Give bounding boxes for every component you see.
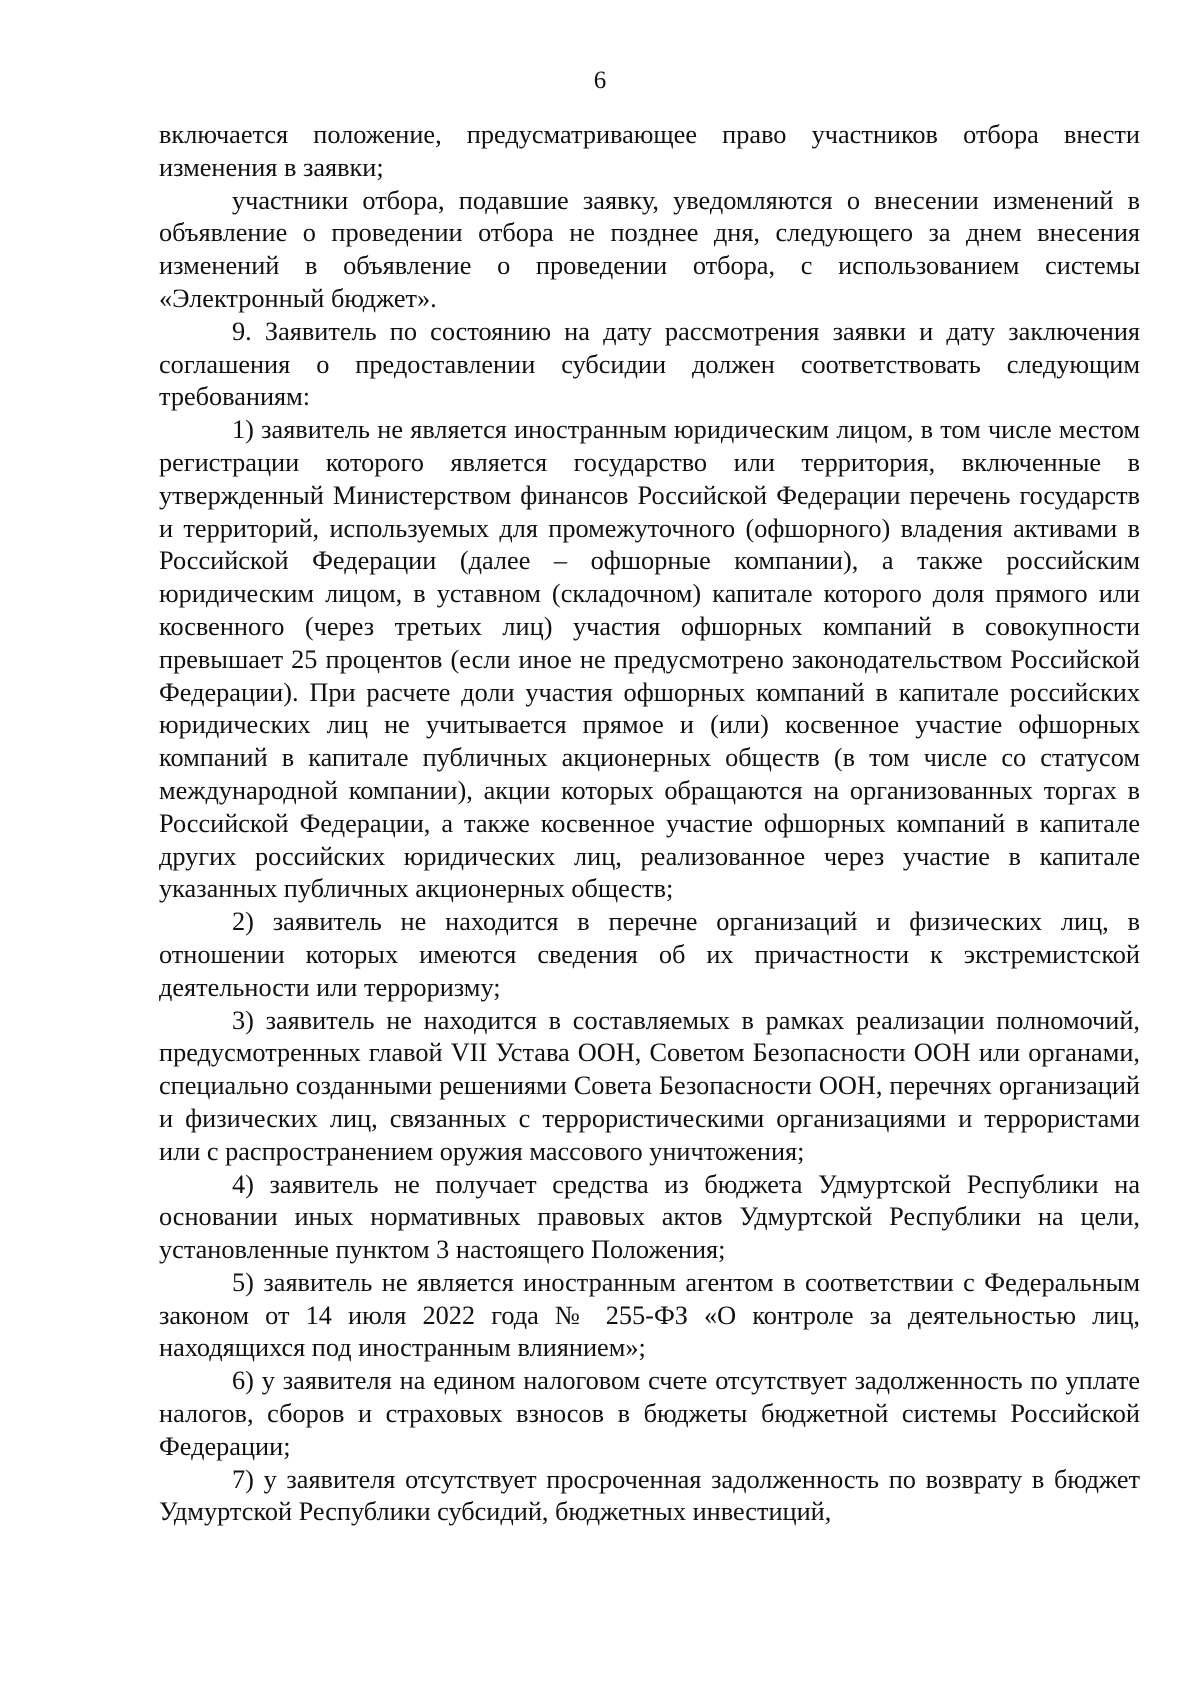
paragraph-item-9: 9. Заявитель по состоянию на дату рассмотрения заявки и дату заключения соглашения о предоставлении субсидии должен соответствовать следующим требованиям: bbox=[159, 316, 1140, 412]
paragraph-continuation: включается положение, предусматривающее право участников отбора внести изменения в заявки; bbox=[159, 120, 1140, 182]
paragraph-notification: участники отбора, подавшие заявку, уведомляются о внесении изменений в объявление о проведении отбора не позднее дня, следующего за днем внесения изменений в объявление о проведении отбора, с использованием системы «Электронный бюджет». bbox=[159, 185, 1140, 313]
paragraph-requirement-3: 3) заявитель не находится в составляемых в рамках реализации полномочий, предусмотренных главой VII Устава ООН, Советом Безопасности ООН или органами, специально созданными решениями Совета Безопасности ООН, перечнях организаций и физических лиц, связанных с террористическими организациями и террористами или с распространением оружия массового уничтожения; bbox=[159, 1005, 1140, 1166]
page-number: 6 bbox=[593, 67, 607, 94]
paragraph-requirement-5: 5) заявитель не является иностранным агентом в соответствии с Федеральным законом от 14 июля 2022 года № 255-ФЗ «О контроле за деятельностью лиц, находящихся под иностранным влиянием»; bbox=[159, 1267, 1140, 1363]
paragraph-requirement-4: 4) заявитель не получает средства из бюджета Удмуртской Республики на основании иных нормативных правовых актов Удмуртской Республики на цели, установленные пунктом 3 настоящего Положения; bbox=[159, 1169, 1140, 1265]
paragraph-requirement-2: 2) заявитель не находится в перечне организаций и физических лиц, в отношении которых имеются сведения об их причастности к экстремистской деятельности или терроризму; bbox=[159, 907, 1140, 1002]
paragraph-requirement-1: 1) заявитель не является иностранным юридическим лицом, в том числе местом регистрации которого является государство или территория, включенные в утвержденный Министерством финансов Российской Федерации перечень государств и территорий, используемых для промежуточного (офшорного) владения активами в Российской Федерации (далее – офшорные компании), а также российским юридическим лицом, в уставном (складочном) капитале которого доля прямого или косвенного (через третьих лиц) участия офшорных компаний в совокупности превышает 25 процентов (если иное не предусмотрено законодательством Российской Федерации). При расчете доли участия офшорных компаний в капитале российских юридических лиц не учитывается прямое и (или) косвенное участие офшорных компаний в капитале публичных акционерных обществ (в том числе со статусом международной компании), акции которых обращаются на организованных торгах в Российской Федерации, а также косвенное участие офшорных компаний в капитале других российских юридических лиц, реализованное через участие в капитале указанных публичных акционерных обществ; bbox=[159, 415, 1140, 904]
document-body bbox=[159, 119, 1140, 1529]
paragraph-requirement-6: 6) у заявителя на едином налоговом счете отсутствует задолженность по уплате налогов, сборов и страховых взносов в бюджеты бюджетной системы Российской Федерации; bbox=[159, 1366, 1140, 1461]
paragraph-requirement-7: 7) у заявителя отсутствует просроченная задолженность по возврату в бюджет Удмуртской Республики субсидий, бюджетных инвестиций, bbox=[159, 1464, 1140, 1527]
